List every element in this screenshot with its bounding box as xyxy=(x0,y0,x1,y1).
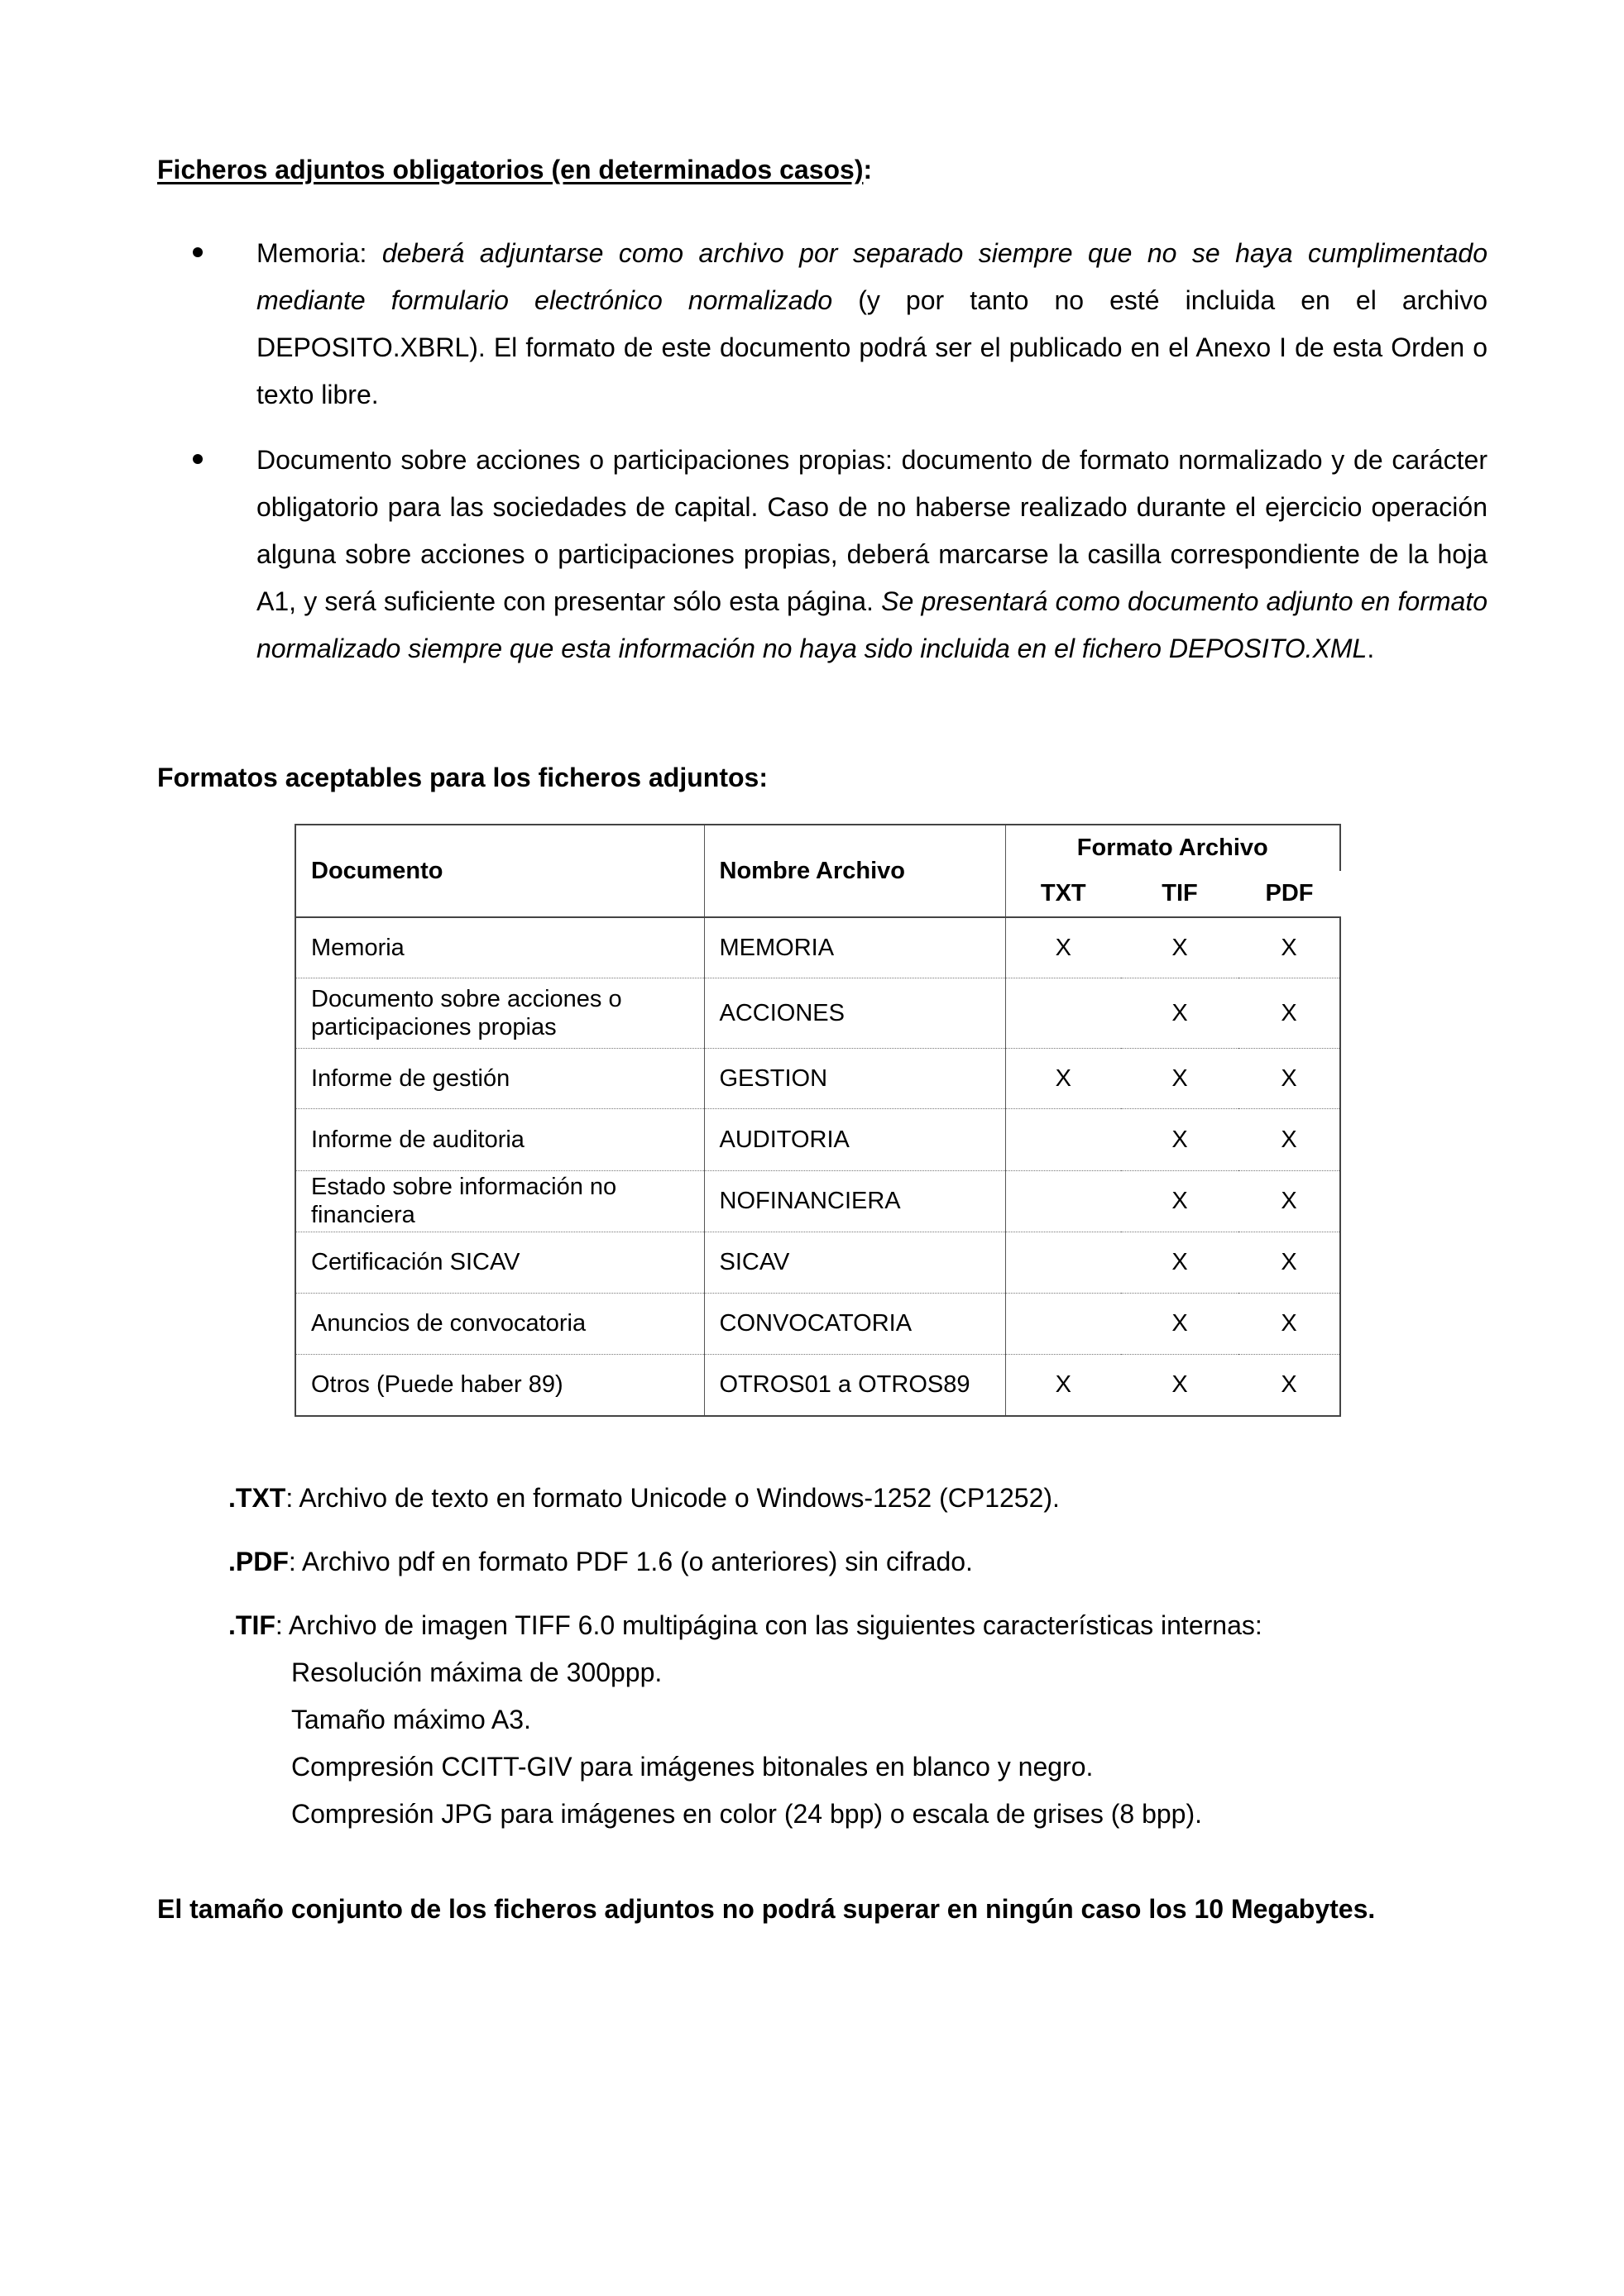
bullet-acciones-rest: . xyxy=(1367,634,1375,663)
bullet-dot-icon xyxy=(193,247,203,257)
cell-pdf: X xyxy=(1238,1049,1340,1109)
table-row xyxy=(295,978,1340,1049)
bullet-memoria-text xyxy=(256,230,1487,419)
cell-name: NOFINANCIERA xyxy=(704,1170,1005,1232)
tif-detail-resolution: Resolución máxima de 300ppp. xyxy=(291,1657,663,1687)
table-row xyxy=(295,1294,1340,1355)
table-header-row xyxy=(295,825,1340,871)
format-pdf-desc: : Archivo pdf en formato PDF 1.6 (o anteriores) sin cifrado. xyxy=(288,1547,973,1576)
bullet-acciones-text xyxy=(256,437,1487,672)
cell-tif: X xyxy=(1121,1170,1238,1232)
col-header-documento: Documento xyxy=(295,825,704,917)
format-txt-desc: : Archivo de texto en formato Unicode o Windows-1252 (CP1252). xyxy=(285,1483,1060,1513)
cell-doc: Estado sobre información no financiera xyxy=(295,1170,704,1232)
col-header-formato: Formato Archivo xyxy=(1005,825,1340,871)
cell-txt: X xyxy=(1005,917,1121,978)
cell-txt xyxy=(1005,1232,1121,1293)
col-header-txt: TXT xyxy=(1040,880,1086,907)
cell-pdf: X xyxy=(1238,978,1340,1049)
cell-name: OTROS01 a OTROS89 xyxy=(704,1355,1005,1416)
cell-doc: Otros (Puede haber 89) xyxy=(295,1355,704,1416)
cell-txt: X xyxy=(1005,1355,1121,1416)
cell-txt xyxy=(1005,978,1121,1049)
bullet-memoria-italic: deberá adjuntarse como archivo por separado siempre que no se haya cumplimentado mediante formulario electrónico normalizado xyxy=(256,238,1488,315)
table-row xyxy=(295,1355,1340,1416)
cell-pdf: X xyxy=(1238,1170,1340,1232)
cell-pdf: X xyxy=(1238,917,1340,978)
cell-name: SICAV xyxy=(704,1232,1005,1293)
table-row xyxy=(295,917,1340,978)
final-size-note: El tamaño conjunto de los ficheros adjuntos no podrá superar en ningún caso los 10 Megabytes. xyxy=(157,1894,1376,1924)
cell-tif: X xyxy=(1121,978,1238,1049)
cell-name: MEMORIA xyxy=(704,917,1005,978)
cell-tif: X xyxy=(1121,1049,1238,1109)
col-header-nombre: Nombre Archivo xyxy=(704,825,1005,917)
tif-detail-size: Tamaño máximo A3. xyxy=(291,1705,531,1734)
format-tif-desc: : Archivo de imagen TIFF 6.0 multipágina con las siguientes características internas: xyxy=(275,1610,1262,1640)
bullet-memoria-rest: (y por tanto no esté incluida en el archivo DEPOSITO.XBRL). El formato de este documento podrá ser el publicado en el Anexo I de esta Orden o texto libre. xyxy=(256,285,1488,409)
col-header-tif: TIF xyxy=(1162,880,1198,907)
format-txt-line xyxy=(228,1481,1060,1514)
cell-txt xyxy=(1005,1109,1121,1170)
heading-formats: Formatos aceptables para los ficheros adjuntos: xyxy=(157,763,768,792)
bullet-memoria-lead: Memoria: xyxy=(256,238,382,268)
bullet-acciones-lead: Documento sobre acciones o participaciones propias: documento de formato normalizado y de carácter obligatorio para las sociedades de capital. Caso de no haberse realizado durante el ejercicio operación alguna sobre acciones o participaciones propias, deberá marcarse la casilla correspondiente de la hoja A1, y será suficiente con presentar sólo esta página. xyxy=(256,445,1487,616)
cell-doc: Documento sobre acciones o participaciones propias xyxy=(295,978,704,1049)
format-tif-line xyxy=(228,1609,1262,1642)
cell-tif: X xyxy=(1121,1109,1238,1170)
cell-tif: X xyxy=(1121,917,1238,978)
bullet-dot-icon xyxy=(193,454,203,464)
bullet-acciones xyxy=(207,437,1487,672)
cell-doc: Memoria xyxy=(295,917,704,978)
cell-txt: X xyxy=(1005,1049,1121,1109)
cell-tif: X xyxy=(1121,1294,1238,1355)
table-row xyxy=(295,1232,1340,1293)
table-row xyxy=(295,1049,1340,1109)
bullet-acciones-italic: Se presentará como documento adjunto en formato normalizado siempre que esta información no haya sido incluida en el fichero DEPOSITO.XML xyxy=(256,586,1487,663)
format-pdf-label: .PDF xyxy=(228,1547,289,1576)
cell-doc: Certificación SICAV xyxy=(295,1232,704,1293)
cell-name: GESTION xyxy=(704,1049,1005,1109)
cell-name: ACCIONES xyxy=(704,978,1005,1049)
col-header-pdf: PDF xyxy=(1265,880,1314,907)
cell-pdf: X xyxy=(1238,1109,1340,1170)
cell-doc: Informe de auditoria xyxy=(295,1109,704,1170)
cell-pdf: X xyxy=(1238,1355,1340,1416)
cell-name: AUDITORIA xyxy=(704,1109,1005,1170)
cell-tif: X xyxy=(1121,1355,1238,1416)
cell-doc: Anuncios de convocatoria xyxy=(295,1294,704,1355)
heading-required-colon: : xyxy=(863,155,873,184)
cell-tif: X xyxy=(1121,1232,1238,1293)
cell-txt xyxy=(1005,1294,1121,1355)
cell-pdf: X xyxy=(1238,1294,1340,1355)
format-pdf-line xyxy=(228,1545,973,1578)
tif-detail-color: Compresión JPG para imágenes en color (24 bpp) o escala de grises (8 bpp). xyxy=(291,1799,1203,1829)
table-row xyxy=(295,1170,1340,1232)
cell-doc: Informe de gestión xyxy=(295,1049,704,1109)
heading-required-text: Ficheros adjuntos obligatorios (en determinados casos) xyxy=(157,155,864,184)
formats-table xyxy=(295,824,1341,1417)
cell-name: CONVOCATORIA xyxy=(704,1294,1005,1355)
format-tif-label: .TIF xyxy=(228,1610,275,1640)
heading-required-attachments xyxy=(157,153,872,186)
cell-pdf: X xyxy=(1238,1232,1340,1293)
tif-detail-bitonal: Compresión CCITT-GIV para imágenes bitonales en blanco y negro. xyxy=(291,1752,1094,1782)
table-row xyxy=(295,1109,1340,1170)
bullet-memoria xyxy=(207,230,1487,419)
format-txt-label: .TXT xyxy=(228,1483,286,1513)
cell-txt xyxy=(1005,1170,1121,1232)
